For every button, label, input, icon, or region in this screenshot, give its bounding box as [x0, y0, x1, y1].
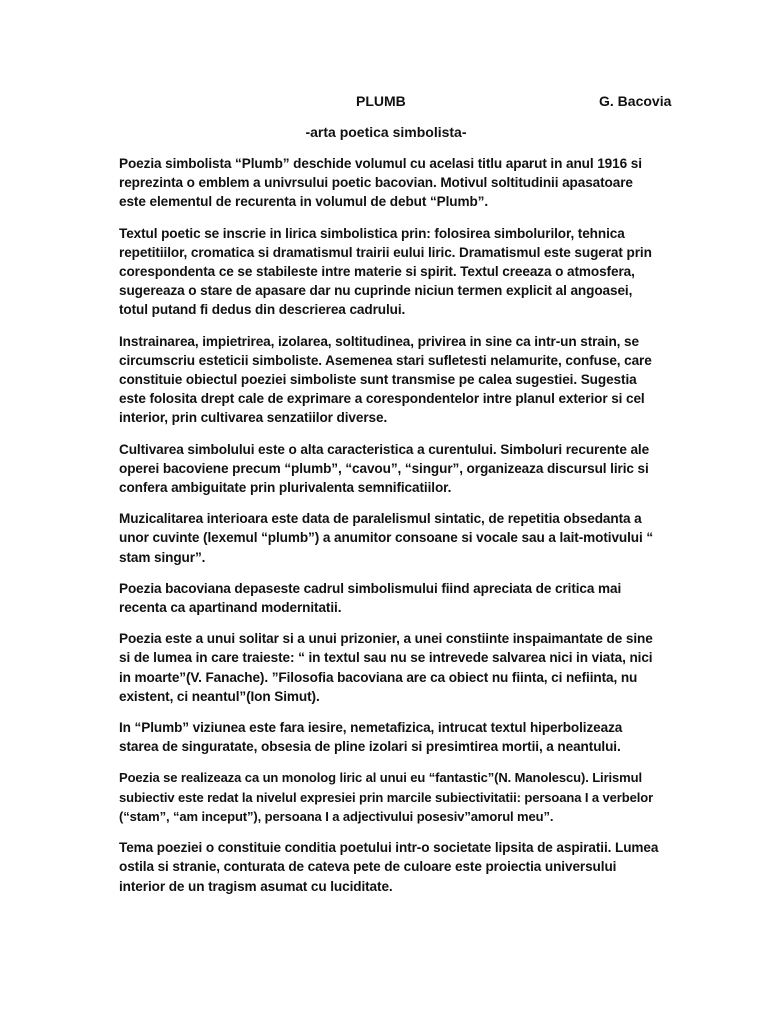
document-body: [119, 154, 659, 908]
paragraph-10: Tema poeziei o constituie conditia poetului intr-o societate lipsita de aspiratii. Lumea ostila si stranie, conturata de cateva pete de culoare este proiectia universului interior de un tragism asumat cu luciditate.: [119, 840, 659, 894]
paragraph-2: Textul poetic se inscrie in lirica simbolistica prin: folosirea simbolurilor, tehnica repetitiilor, cromatica si dramatismul trairii eului liric. Dramatismul este sugerat prin corespondenta ce se stabileste intre materie si spirit. Textul creeaza o atmosfera, sugereaza o stare de apasare dar nu cuprinde niciun termen explicit al angoasei, totul putand fi dedus din descrierea cadrului.: [119, 225, 652, 318]
poem-title: PLUMB: [356, 93, 406, 109]
paragraph-9: Poezia se realizeaza ca un monolog liric al unui eu “fantastic”(N. Manolescu). Lirismul subiectiv este redat la nivelul expresiei prin marcile subiectivitatii: persoana I a verbelor (“stam”, “am inceput”), persoana I a adjectivului posesiv”amorul meu”.: [119, 770, 654, 824]
paragraph-8: In “Plumb” viziunea este fara iesire, nemetafizica, intrucat textul hiperbolizeaza starea de singuratate, obsesia de pline izolari si presimtirea mortii, a neantului.: [119, 720, 623, 755]
paragraph-6: Poezia bacoviana depaseste cadrul simbolismului fiind apreciata de critica mai recenta ca apartinand modernitatii.: [119, 580, 622, 616]
title-row: [0, 93, 768, 111]
paragraph-4: Cultivarea simbolului este o alta caracteristica a curentului. Simboluri recurente ale operei bacoviene precum “plumb”, “cavou”, “singur”, organizeaza discursul liric si confera ambiguitate prin plurivalenta semnificatiilor.: [119, 441, 650, 496]
paragraph-3: Instrainarea, impietrirea, izolarea, soltitudinea, privirea in sine ca intr-un strain, se circumscriu esteticii simboliste. Asemenea stari sufletesti nelamurite, confuse, care constituie obiectul poeziei simboliste sunt transmise pe calea sugestiei. Sugestia este folosita drept cale de exprimare a corespondentelor intre planul exterior si cel interior, prin cultivarea senzatiilor diverse.: [119, 333, 652, 426]
paragraph-7: Poezia este a unui solitar si a unui prizonier, a unei constiinte inspaimantate de sine si de lumea in care traieste: “ in textul sau nu se intrevede salvarea nici in viata, nici in moarte”(V. Fanache). ”Filosofia bacoviana are ca obiect nu fiinta, ci nefiinta, nu existent, ci neantul”(Ion Simut).: [119, 631, 653, 704]
paragraph-1: Poezia simbolista “Plumb” deschide volumul cu acelasi titlu aparut in anul 1916 si reprezinta o emblem a univrsului poetic bacovian. Motivul soltitudinii apasatoare este elementul de recurenta in volumul de debut “Plumb”.: [119, 156, 642, 210]
poem-author: G. Bacovia: [599, 93, 672, 109]
paragraph-5: Muzicalitarea interioara este data de paralelismul sintatic, de repetitia obsedanta a unor cuvinte (lexemul “plumb”) a anumitor consoane si vocale sau a lait-motivului “ stam singur”.: [119, 511, 654, 565]
document-subtitle: -arta poetica simbolista-: [305, 124, 467, 140]
